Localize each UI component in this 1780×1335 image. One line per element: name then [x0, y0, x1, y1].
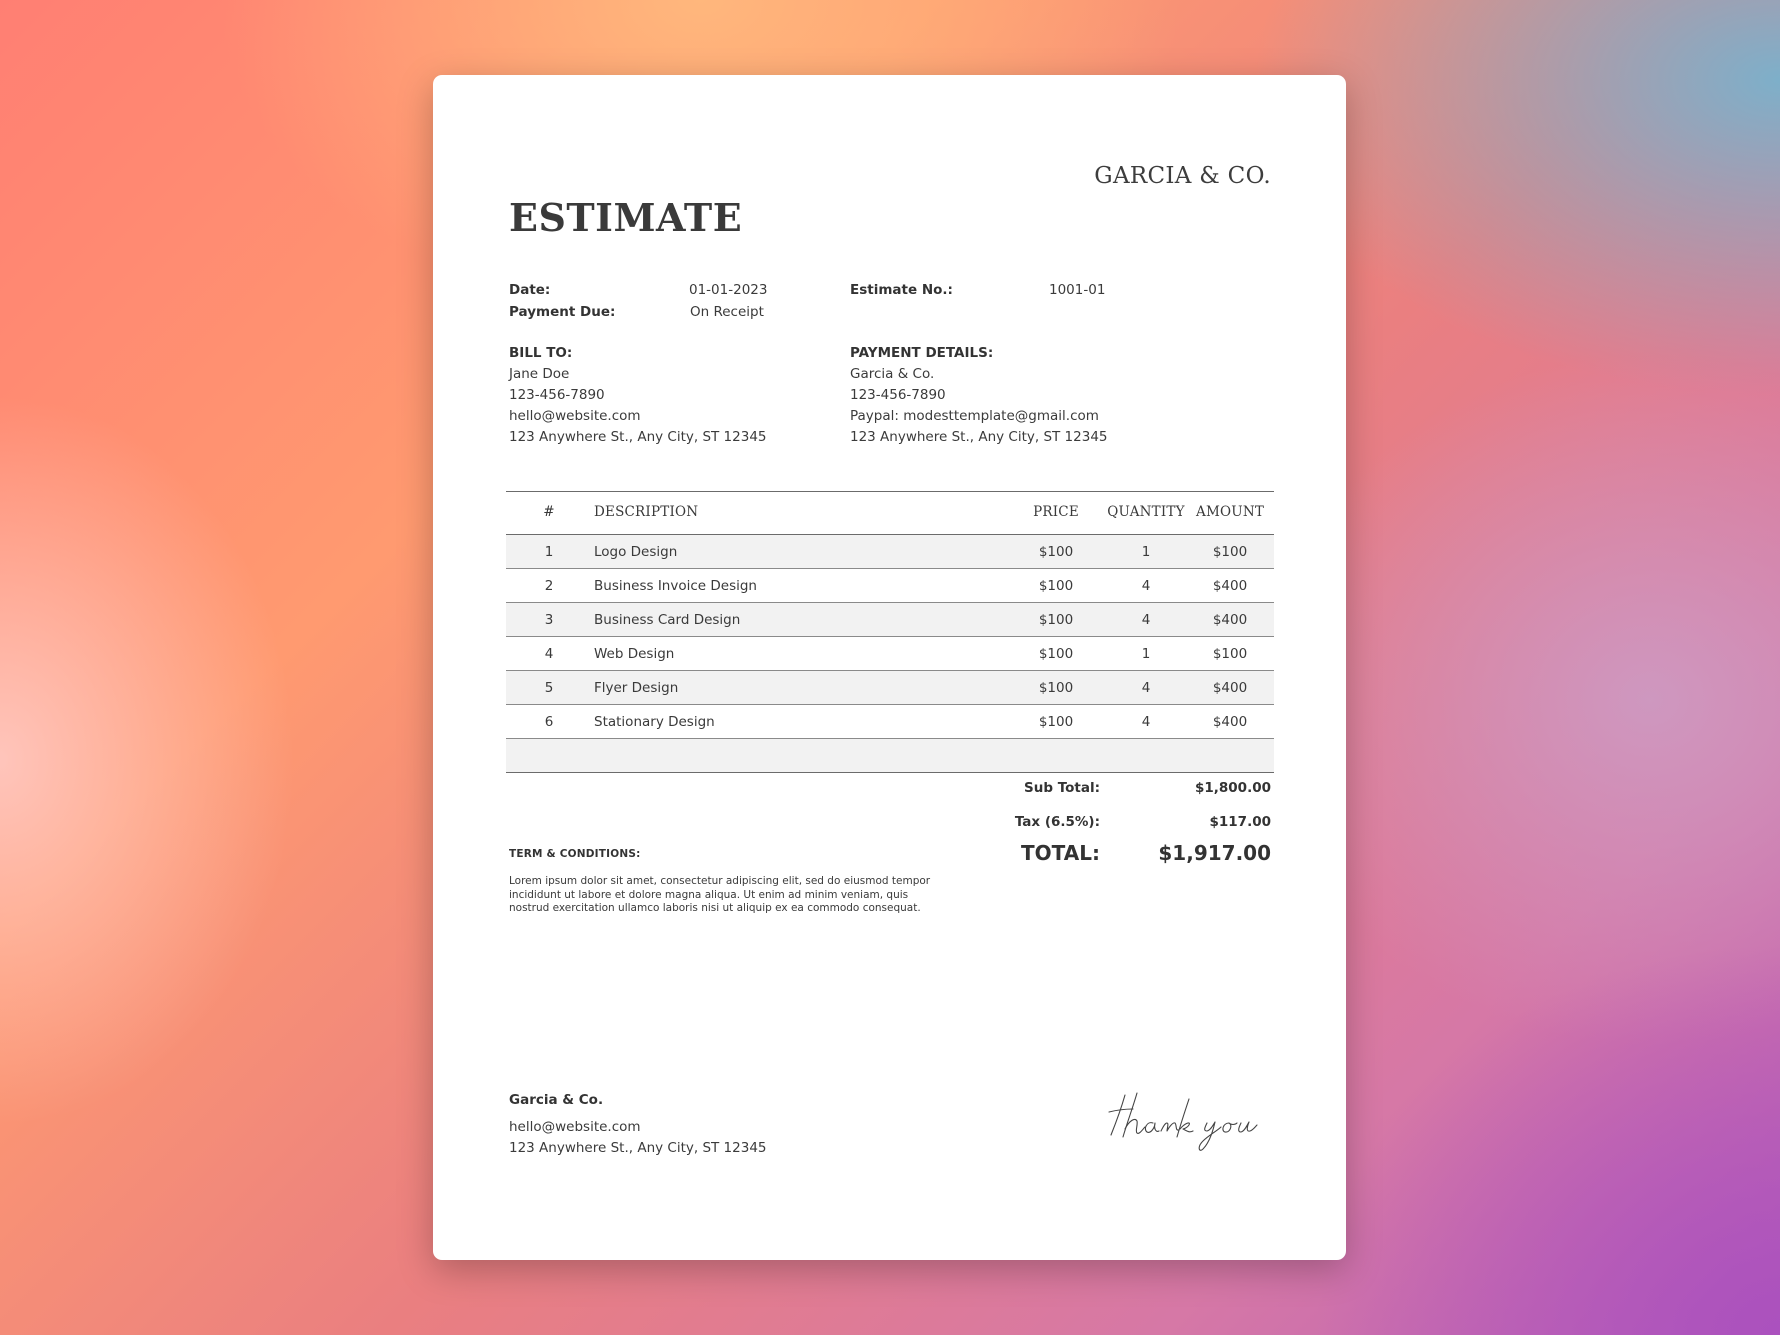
- total-value: $1,917.00: [1158, 841, 1271, 865]
- row-num: 5: [544, 680, 554, 696]
- line-items-table: [506, 491, 1274, 773]
- bill-to-address: 123 Anywhere St., Any City, ST 12345: [509, 429, 767, 445]
- row-description: Web Design: [594, 646, 675, 662]
- brand-name: GARCIA & CO.: [1094, 163, 1271, 189]
- table-row: [506, 535, 1274, 569]
- payment-phone: 123-456-7890: [850, 387, 946, 403]
- row-description: Business Invoice Design: [594, 578, 757, 594]
- row-description: Flyer Design: [594, 680, 679, 696]
- footer-email: hello@website.com: [509, 1119, 641, 1135]
- row-amount: $100: [1212, 646, 1248, 662]
- header-description: DESCRIPTION: [594, 504, 699, 520]
- terms-heading: TERM & CONDITIONS:: [509, 848, 641, 860]
- date-value: 01-01-2023: [689, 282, 768, 298]
- table-row: [506, 671, 1274, 705]
- row-price: $100: [1038, 612, 1074, 628]
- row-num: 6: [544, 714, 554, 730]
- row-description: Logo Design: [594, 544, 678, 560]
- subtotal-label: Sub Total:: [1024, 780, 1100, 796]
- tax-label: Tax (6.5%):: [1014, 814, 1100, 830]
- thank-you-signature: [1103, 1085, 1283, 1155]
- header-price: PRICE: [1033, 504, 1079, 520]
- payment-company: Garcia & Co.: [850, 366, 935, 382]
- bill-to-email: hello@website.com: [509, 408, 641, 424]
- row-quantity: 1: [1141, 646, 1151, 662]
- bill-to-phone: 123-456-7890: [509, 387, 605, 403]
- payment-due-label: Payment Due:: [509, 304, 616, 320]
- table-row: [506, 603, 1274, 637]
- table-row: [506, 705, 1274, 739]
- row-price: $100: [1038, 646, 1074, 662]
- payment-due-value: On Receipt: [690, 304, 764, 320]
- header-quantity: QUANTITY: [1107, 504, 1185, 520]
- bill-to-heading: BILL TO:: [509, 345, 573, 361]
- row-num: 1: [544, 544, 554, 560]
- document-title: ESTIMATE: [509, 195, 743, 240]
- table-row: [506, 569, 1274, 603]
- row-price: $100: [1038, 714, 1074, 730]
- row-price: $100: [1038, 544, 1074, 560]
- terms-body: Lorem ipsum dolor sit amet, consectetur adipiscing elit, sed do eiusmod tempor incididunt ut labore et dolore magna aliqua. Ut enim ad minim veniam, quis nostrud exercitation ullamco laboris nisi ut aliquip ex ea commodo consequat.: [509, 875, 931, 914]
- payment-paypal: Paypal: modesttemplate@gmail.com: [850, 408, 1099, 424]
- row-amount: $400: [1212, 578, 1248, 594]
- footer-company: Garcia & Co.: [509, 1092, 604, 1108]
- estimate-document: [433, 75, 1346, 1260]
- payment-details-block: [850, 364, 1108, 448]
- row-amount: $400: [1212, 714, 1248, 730]
- footer-address: 123 Anywhere St., Any City, ST 12345: [509, 1140, 767, 1156]
- row-quantity: 1: [1141, 544, 1151, 560]
- row-price: $100: [1038, 578, 1074, 594]
- row-quantity: 4: [1141, 578, 1151, 594]
- table-header: [506, 491, 1274, 535]
- row-num: 3: [544, 612, 554, 628]
- estimate-no-label: Estimate No.:: [850, 282, 953, 298]
- payment-details-heading: PAYMENT DETAILS:: [850, 345, 994, 361]
- bill-to-block: [509, 364, 767, 448]
- subtotal-value: $1,800.00: [1194, 780, 1271, 796]
- estimate-no-value: 1001-01: [1049, 282, 1106, 298]
- row-amount: $400: [1212, 612, 1248, 628]
- row-num: 2: [544, 578, 554, 594]
- table-row: [506, 637, 1274, 671]
- row-description: Business Card Design: [594, 612, 741, 628]
- table-empty-row: [506, 739, 1274, 773]
- row-amount: $100: [1212, 544, 1248, 560]
- row-price: $100: [1038, 680, 1074, 696]
- row-num: 4: [544, 646, 554, 662]
- row-quantity: 4: [1141, 714, 1151, 730]
- row-quantity: 4: [1141, 612, 1151, 628]
- bill-to-name: Jane Doe: [509, 366, 570, 382]
- header-amount: AMOUNT: [1196, 504, 1265, 520]
- payment-address: 123 Anywhere St., Any City, ST 12345: [850, 429, 1108, 445]
- date-label: Date:: [509, 282, 551, 298]
- total-label: TOTAL:: [1021, 841, 1100, 865]
- row-description: Stationary Design: [594, 714, 715, 730]
- row-quantity: 4: [1141, 680, 1151, 696]
- header-num: #: [543, 504, 555, 520]
- tax-value: $117.00: [1209, 814, 1271, 830]
- row-amount: $400: [1212, 680, 1248, 696]
